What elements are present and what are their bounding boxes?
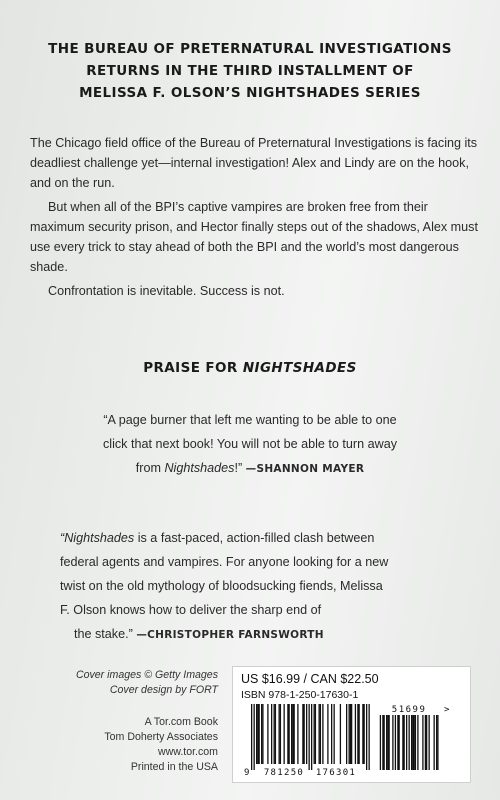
barcode-bar (251, 704, 252, 770)
ean-left-digits: 781250 (263, 768, 305, 778)
imprint-line-4: Printed in the USA (130, 761, 218, 773)
quote2-line-1-rest: is a fast-paced, action-filled clash between (134, 531, 375, 545)
quote1-attribution: —SHANNON MAYER (245, 463, 365, 475)
barcode-bar (279, 704, 280, 764)
addon-bar (387, 715, 388, 770)
barcode-bar (355, 704, 356, 764)
quote1-line-3 (40, 456, 460, 481)
quote2-line-3: twist on the old mythology of bloodsucking fiends, Melissa (60, 579, 383, 593)
barcode-bar (309, 704, 310, 770)
barcode-bar (302, 704, 303, 764)
addon-bar (436, 715, 437, 770)
addon-bar (409, 715, 410, 770)
addon-bar (434, 715, 435, 770)
addon-digits: 51699 (391, 705, 427, 715)
imprint-line-2: Tom Doherty Associates (104, 731, 218, 743)
barcode-bar (261, 704, 262, 764)
quote2-line-5 (60, 622, 480, 647)
barcode-bar (262, 704, 263, 764)
addon-bar (395, 715, 396, 770)
barcode-bar (349, 704, 350, 764)
praise-heading-title: NIGHTSHADES (242, 360, 357, 376)
addon-bar (384, 715, 385, 770)
addon-bar (380, 715, 381, 770)
barcode-bar (350, 704, 351, 764)
barcode-bar (291, 704, 292, 764)
barcode-bar (275, 704, 276, 764)
addon-bar (437, 715, 438, 770)
barcode-bar (297, 704, 298, 764)
barcode-bar (366, 704, 367, 770)
barcode-bar (322, 704, 323, 764)
addon-bar (399, 715, 400, 770)
blurb-paragraph-1: The Chicago field office of the Bureau of Preternatural Investigations is facing its deadliest challenge yet—internal investigation! Alex and Lindy are on the hook, and on the run. (30, 136, 478, 190)
quote2-line-2: federal agents and vampires. For anyone looking for a new (60, 555, 389, 569)
barcode-bar (334, 704, 335, 764)
ean-first-digit: 9 (244, 768, 250, 778)
headline (20, 38, 480, 104)
barcode-bar (320, 704, 321, 764)
quote2-book-title: “Nightshades (60, 531, 135, 545)
credit-images: Cover images © Getty Images (75, 669, 218, 681)
barcode-bar (311, 704, 312, 770)
blurb-paragraph-2: But when all of the BPI’s captive vampires are broken free from their maximum security prison, and Hector finally steps out of the shadows, Alex must use every trick to stay ahead of both the BPI and the world’s most dangerous shade. (30, 200, 478, 274)
imprint-line-1: A Tor.com Book (144, 716, 218, 728)
addon-bar (404, 715, 405, 770)
addon-bar (426, 715, 427, 770)
barcode-bar (267, 704, 268, 764)
blurb-paragraph-3: Confrontation is inevitable. Success is not. (48, 284, 285, 298)
quote1-line-3-prefix: from (135, 461, 165, 475)
praise-quote-1 (40, 408, 460, 481)
barcode-bar (284, 704, 285, 764)
addon-bar (397, 715, 398, 770)
imprint-line-3: www.tor.com (157, 746, 218, 758)
barcode-bar (304, 704, 305, 764)
addon-bar (429, 715, 430, 770)
barcode-bar (271, 704, 272, 764)
isbn-label: ISBN 978-1-250-17630-1 (241, 689, 359, 701)
addon-bar (392, 715, 393, 770)
quote2-line-5-text: the stake.” (74, 627, 137, 641)
addon-bar (414, 715, 415, 770)
barcode-bar (369, 704, 370, 770)
headline-line-1: THE BUREAU OF PRETERNATURAL INVESTIGATIONS (48, 41, 452, 57)
barcode-bar (359, 704, 360, 764)
addon-bar (415, 715, 416, 770)
quote1-line-3-suffix: !” (234, 461, 246, 475)
barcode-box (232, 666, 471, 783)
barcode-bar (364, 704, 365, 764)
addon-bar (422, 715, 423, 770)
quote2-attribution: —CHRISTOPHER FARNSWORTH (136, 629, 324, 641)
addon-bar (402, 715, 403, 770)
isbn-barcode (241, 702, 462, 778)
praise-quote-2 (60, 526, 480, 647)
barcode-bar (254, 704, 255, 770)
barcode-bar (319, 704, 320, 764)
publisher-imprint (0, 715, 218, 775)
headline-line-3: MELISSA F. OLSON’S NIGHTSHADES SERIES (79, 85, 421, 101)
praise-heading (0, 360, 500, 376)
barcode-bar (256, 704, 257, 764)
barcode-bar (362, 704, 363, 764)
barcode-bar (280, 704, 281, 764)
addon-barcode-bars (380, 715, 439, 770)
addon-bar (417, 715, 418, 770)
price-label: US $16.99 / CAN $22.50 (241, 672, 379, 686)
blurb (30, 133, 480, 305)
ean-right-digits: 176301 (315, 768, 357, 778)
barcode-bar (351, 704, 352, 764)
addon-quiet-zone-mark: > (444, 705, 450, 715)
barcode-bar (292, 704, 293, 764)
addon-bar (412, 715, 413, 770)
barcode-bar (346, 704, 347, 764)
addon-bar (382, 715, 383, 770)
barcode-bar (340, 704, 341, 764)
addon-bar (411, 715, 412, 770)
barcode-bar (294, 704, 295, 764)
barcode-bar (357, 704, 358, 764)
cover-credits (0, 668, 218, 698)
barcode-bar (274, 704, 275, 764)
quote1-line-2: click that next book! You will not be able to turn away (102, 437, 398, 451)
quote2-line-4: F. Olson knows how to deliver the sharp end of (60, 603, 322, 617)
quote2-line-1 (60, 526, 480, 550)
barcode-bar (287, 704, 288, 764)
credit-design: Cover design by FORT (109, 684, 218, 696)
addon-bar (406, 715, 407, 770)
barcode-bar (314, 704, 315, 764)
main-barcode-bars (251, 704, 370, 770)
quote1-book-title: Nightshades (164, 461, 235, 475)
praise-heading-prefix: PRAISE FOR (143, 360, 243, 376)
quote1-line-1: “A page burner that left me wanting to be able to one (103, 413, 397, 427)
barcode-bar (306, 704, 307, 764)
barcode-bar (331, 704, 332, 764)
barcode-bar (327, 704, 328, 764)
addon-bar (389, 715, 390, 770)
barcode-bar (289, 704, 290, 764)
addon-bar (386, 715, 387, 770)
headline-line-2: RETURNS IN THE THIRD INSTALLMENT OF (86, 63, 414, 79)
addon-bar (425, 715, 426, 770)
barcode-bar (257, 704, 258, 764)
barcode-bar (315, 704, 316, 764)
barcode-bar (259, 704, 260, 764)
